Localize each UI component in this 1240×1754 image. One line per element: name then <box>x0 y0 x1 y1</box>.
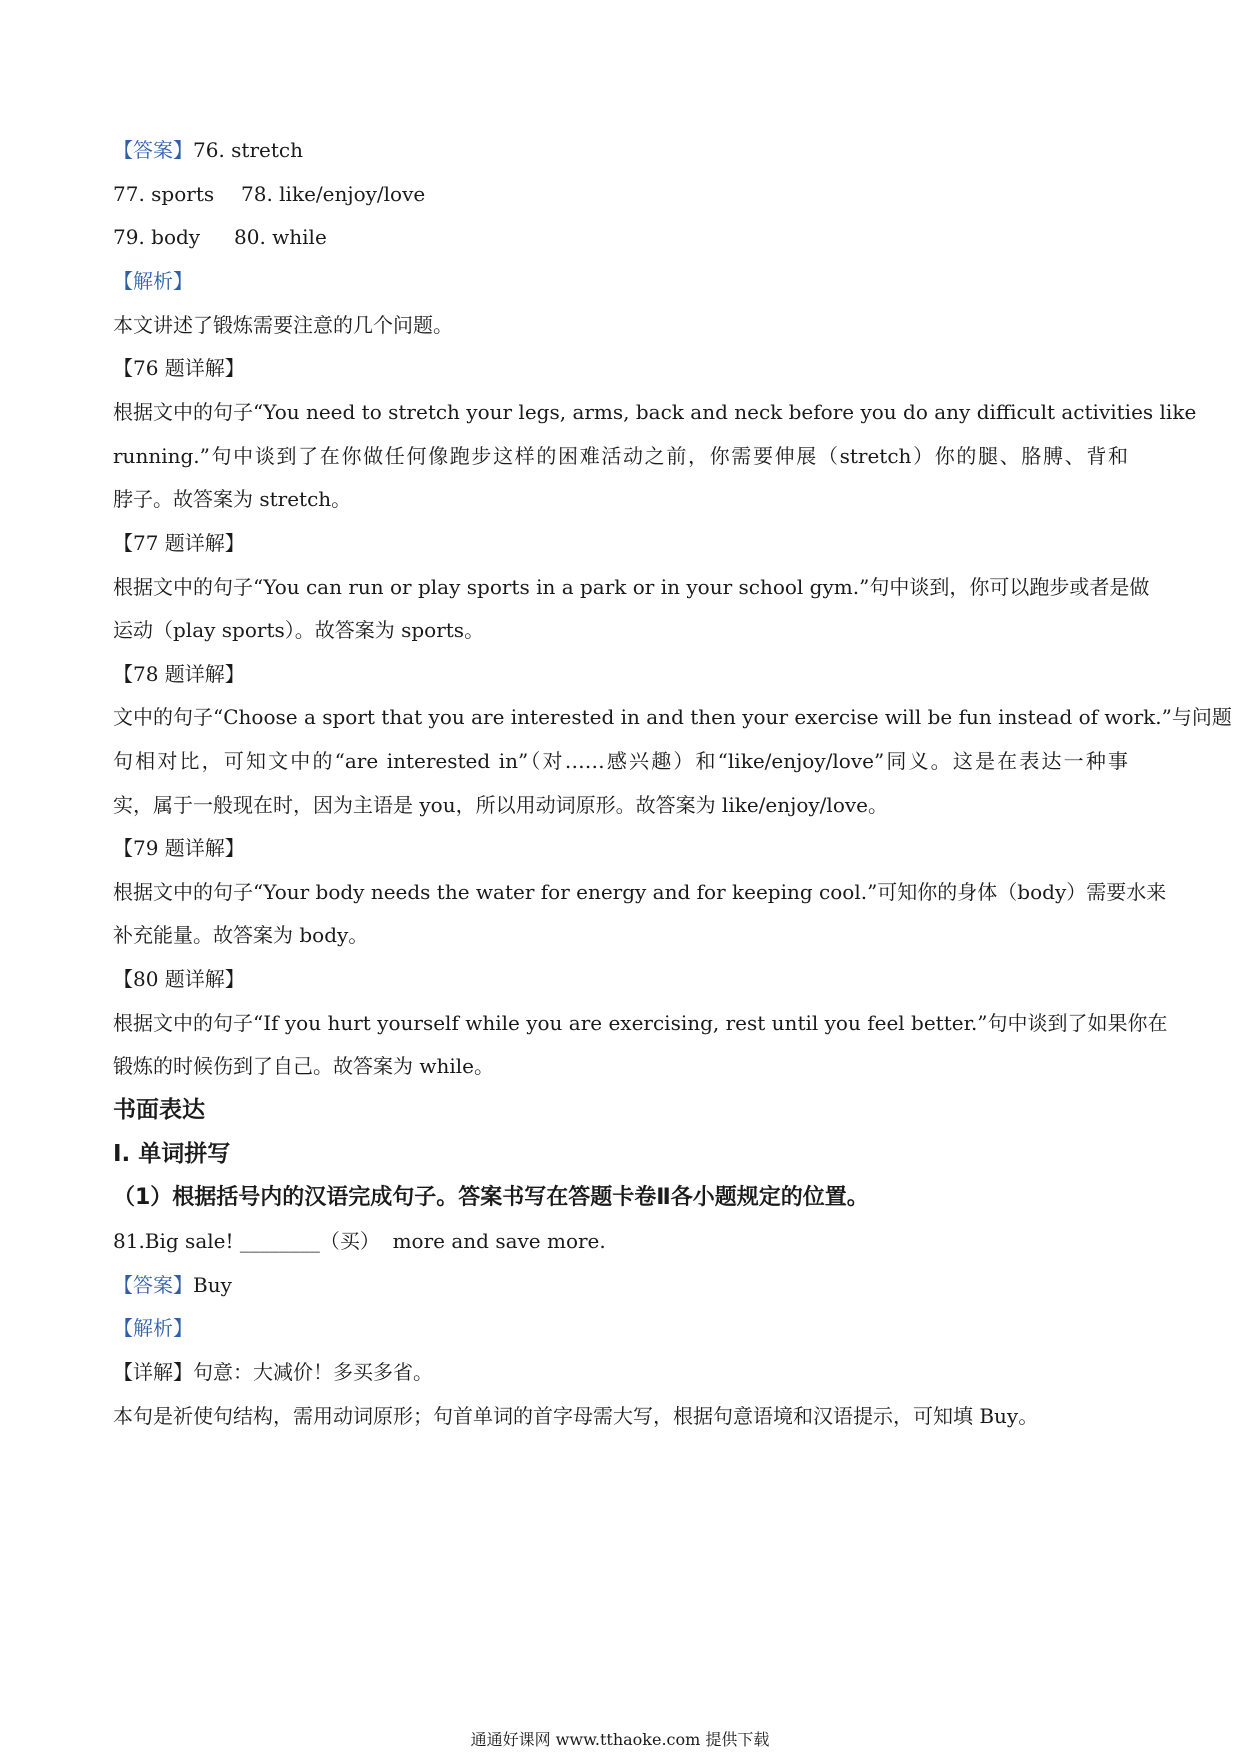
question-81-prefix: 81.Big sale! <box>113 1229 240 1253</box>
answer-78: 78. like/enjoy/love <box>241 182 426 206</box>
detail-heading-77: 【77 题详解】 <box>113 531 245 555</box>
answer-line-79-80 <box>113 223 1128 251</box>
detail-78-line-2: 句相对比，可知文中的“are interested in”（对……感兴趣）和“like/enjoy/love”同义。这是在表达一种事 <box>113 749 1128 773</box>
answer-76: 76. stretch <box>193 138 303 162</box>
detail-heading-78: 【78 题详解】 <box>113 662 245 686</box>
answer-77: 77. sports <box>113 182 215 206</box>
detail-81-text: 句意：大减价！多买多省。 <box>193 1360 433 1384</box>
detail-79-line-2: 补充能量。故答案为 body。 <box>113 923 369 947</box>
detail-81 <box>113 1358 1128 1386</box>
detail-78-line-1: 文中的句子“Choose a sport that you are interested in and then your exercise will be fun instead of work.”与问题 <box>113 705 1232 729</box>
answer-80: 80. while <box>234 225 327 249</box>
detail-78-line-3: 实，属于一般现在时，因为主语是 you，所以用动词原形。故答案为 like/enjoy/love。 <box>113 793 888 817</box>
detail-heading-76: 【76 题详解】 <box>113 356 245 380</box>
question-81 <box>113 1227 1128 1255</box>
detail-77-line-1: 根据文中的句子“You can run or play sports in a park or in your school gym.”句中谈到，你可以跑步或者是做 <box>113 575 1150 599</box>
answer-line-77-78 <box>113 180 1128 208</box>
detail-76-line-2: running.”句中谈到了在你做任何像跑步这样的困难活动之前，你需要伸展（stretch）你的腿、胳膊、背和 <box>113 444 1128 468</box>
answer-81 <box>113 1271 1128 1299</box>
analysis-81-tag: 【解析】 <box>113 1316 193 1340</box>
instruction: （1）根据括号内的汉语完成句子。答案书写在答题卡卷Ⅱ各小题规定的位置。 <box>113 1185 869 1210</box>
footer-watermark: 通通好课网 www.tthaoke.com 提供下载 <box>470 1730 770 1749</box>
explanation-81: 本句是祈使句结构，需用动词原形；句首单词的首字母需大写，根据句意语境和汉语提示，可知填 Buy。 <box>113 1404 1039 1428</box>
answer-line-76 <box>113 136 1128 164</box>
question-81-hint: （买） <box>319 1229 380 1253</box>
answer-81-tag: 【答案】 <box>113 1273 193 1297</box>
subsection-title: Ⅰ. 单词拼写 <box>113 1141 231 1167</box>
answer-79: 79. body <box>113 225 201 249</box>
detail-76-line-1: 根据文中的句子“You need to stretch your legs, arms, back and neck before you do any difficult activities like <box>113 400 1197 424</box>
answer-81-value: Buy <box>193 1273 232 1297</box>
detail-heading-79: 【79 题详解】 <box>113 836 245 860</box>
detail-80-line-2: 锻炼的时候伤到了自己。故答案为 while。 <box>113 1054 494 1078</box>
section-title: 书面表达 <box>113 1097 205 1123</box>
detail-81-tag: 【详解】 <box>113 1360 193 1384</box>
question-81-suffix: more and save more. <box>379 1229 606 1253</box>
answer-tag: 【答案】 <box>113 138 193 162</box>
passage-summary: 本文讲述了锻炼需要注意的几个问题。 <box>113 313 453 337</box>
detail-80-line-1: 根据文中的句子“If you hurt yourself while you are exercising, rest until you feel better.”句中谈到了如果你在 <box>113 1011 1168 1035</box>
analysis-tag: 【解析】 <box>113 269 193 293</box>
question-81-blank: ________ <box>239 1229 320 1253</box>
detail-77-line-2: 运动（play sports）。故答案为 sports。 <box>113 618 485 642</box>
detail-76-line-3: 脖子。故答案为 stretch。 <box>113 487 352 511</box>
detail-heading-80: 【80 题详解】 <box>113 967 245 991</box>
detail-79-line-1: 根据文中的句子“Your body needs the water for energy and for keeping cool.”可知你的身体（body）需要水来 <box>113 880 1167 904</box>
